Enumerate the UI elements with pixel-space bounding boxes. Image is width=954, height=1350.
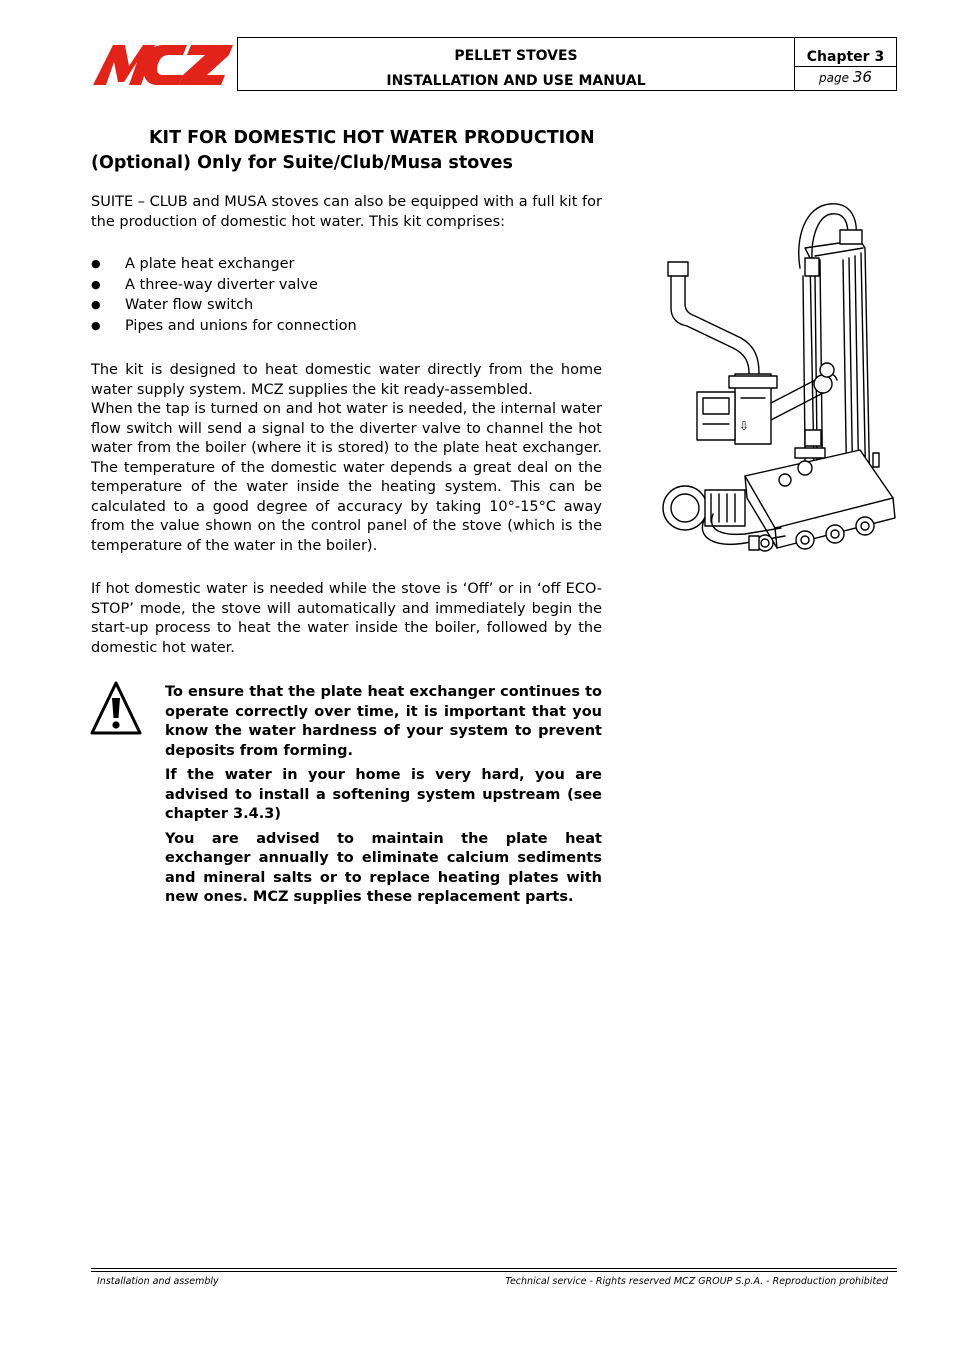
header-chapter-cell (795, 38, 896, 90)
page-number-value: 36 (852, 68, 872, 86)
header-title-line1: PELLET STOVES (454, 48, 578, 64)
off-mode-paragraph (91, 580, 602, 658)
section-title-line2: (Optional) Only for Suite/Club/Musa stoves (91, 153, 513, 173)
list-item-text: Pipes and unions for connection (125, 317, 357, 334)
operation-paragraph (91, 361, 602, 556)
paragraph-2b: When the tap is turned on and hot water is needed, the internal water flow switch will send a signal to the diverter valve to channel the hot water from the boiler (where it is stored) to the plate heat exchanger. The temperature of the domestic water depends a great deal on the temperature of the water inside the heating system. This can be calculated to a good degree of accuracy by taking 10°-15°C away from the value shown on the control panel of the stove (which is the temperature of the water in the boiler). (91, 401, 602, 554)
warning-block (165, 683, 602, 913)
list-item-text: Water flow switch (125, 297, 254, 313)
paragraph-3: If hot domestic water is needed while the stove is ‘Off’ or in ‘off ECO-STOP’ mode, the stove will automatically and immediately begin the start-up process to heat the water inside the boiler, followed by the domestic hot water. (91, 581, 602, 656)
list-item-text: A three-way diverter valve (125, 276, 318, 293)
footer-left-text: Installation and assembly (97, 1276, 219, 1287)
bullet-icon: ● (91, 298, 101, 311)
intro-paragraph (91, 193, 602, 232)
footer-rule (91, 1271, 897, 1272)
warning-text-2: If the water in your home is very hard, you are advised to install a softening system upstream (see chapter 3.4.3) (165, 767, 602, 822)
section-title (91, 126, 603, 176)
footer-right-text: Technical service - Rights reserved MCZ GROUP S.p.A. - Reproduction prohibited (505, 1276, 888, 1287)
header-title-line2: INSTALLATION AND USE MANUAL (386, 73, 646, 89)
bullet-icon: ● (91, 257, 101, 270)
footer-rule (91, 1268, 897, 1269)
list-item-text: A plate heat exchanger (125, 256, 295, 272)
intro-text: SUITE – CLUB and MUSA stoves can also be equipped with a full kit for the production of domestic hot water. This kit comprises: (91, 194, 602, 230)
section-title-line1: KIT FOR DOMESTIC HOT WATER PRODUCTION (149, 128, 595, 148)
header-box (237, 37, 897, 91)
page-number (795, 68, 896, 86)
mcz-logo (91, 42, 235, 86)
bullet-icon: ● (91, 318, 101, 332)
warning-text-1: To ensure that the plate heat exchanger continues to operate correctly over time, it is important that you know the water hardness of your system to prevent deposits from forming. (165, 684, 602, 759)
header-title-cell (238, 38, 795, 90)
paragraph-2a: The kit is designed to heat domestic water directly from the home water supply system. MCZ supplies the kit ready-assembled. (91, 362, 602, 398)
hot-water-kit-illustration (655, 198, 905, 578)
warning-icon (90, 680, 142, 736)
list-item (91, 316, 602, 337)
list-item (91, 254, 602, 275)
list-item (91, 295, 602, 316)
list-item (91, 275, 602, 296)
page-label: page (819, 71, 850, 85)
chapter-label: Chapter 3 (795, 38, 896, 67)
svg-text:⇩: ⇩ (739, 419, 750, 433)
warning-text-3: You are advised to maintain the plate heat exchanger annually to eliminate calcium sediments and mineral salts or to replace heating plates with new ones. MCZ supplies these replacement parts. (165, 830, 602, 905)
kit-items-list (91, 254, 602, 336)
bullet-icon: ● (91, 277, 101, 291)
